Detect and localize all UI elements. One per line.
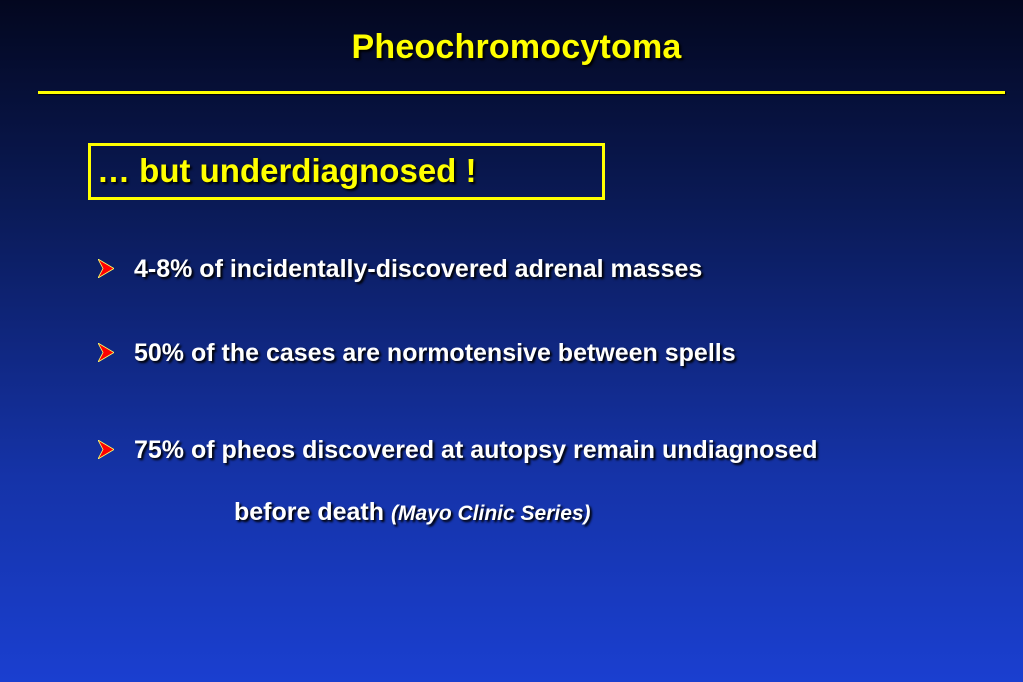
arrow-bullet-icon <box>98 440 114 459</box>
title-underline <box>38 91 1005 94</box>
bullet-text: 4-8% of incidentally-discovered adrenal masses <box>134 255 703 283</box>
slide-title: Pheochromocytoma <box>351 28 682 66</box>
arrow-bullet-icon <box>98 343 114 362</box>
bullet-item <box>98 255 702 284</box>
bullet-item <box>98 436 818 465</box>
citation-text: (Mayo Clinic Series) <box>390 502 591 525</box>
bullet-continuation <box>234 498 591 527</box>
arrow-bullet-icon <box>98 259 114 278</box>
bullet-text: 75% of pheos discovered at autopsy remain undiagnosed <box>134 436 818 464</box>
bullet-item <box>98 339 736 368</box>
bullet-text: 50% of the cases are normotensive between spells <box>134 339 736 367</box>
subtitle-text: … but underdiagnosed ! <box>97 152 477 189</box>
continuation-text: before death <box>234 498 385 526</box>
